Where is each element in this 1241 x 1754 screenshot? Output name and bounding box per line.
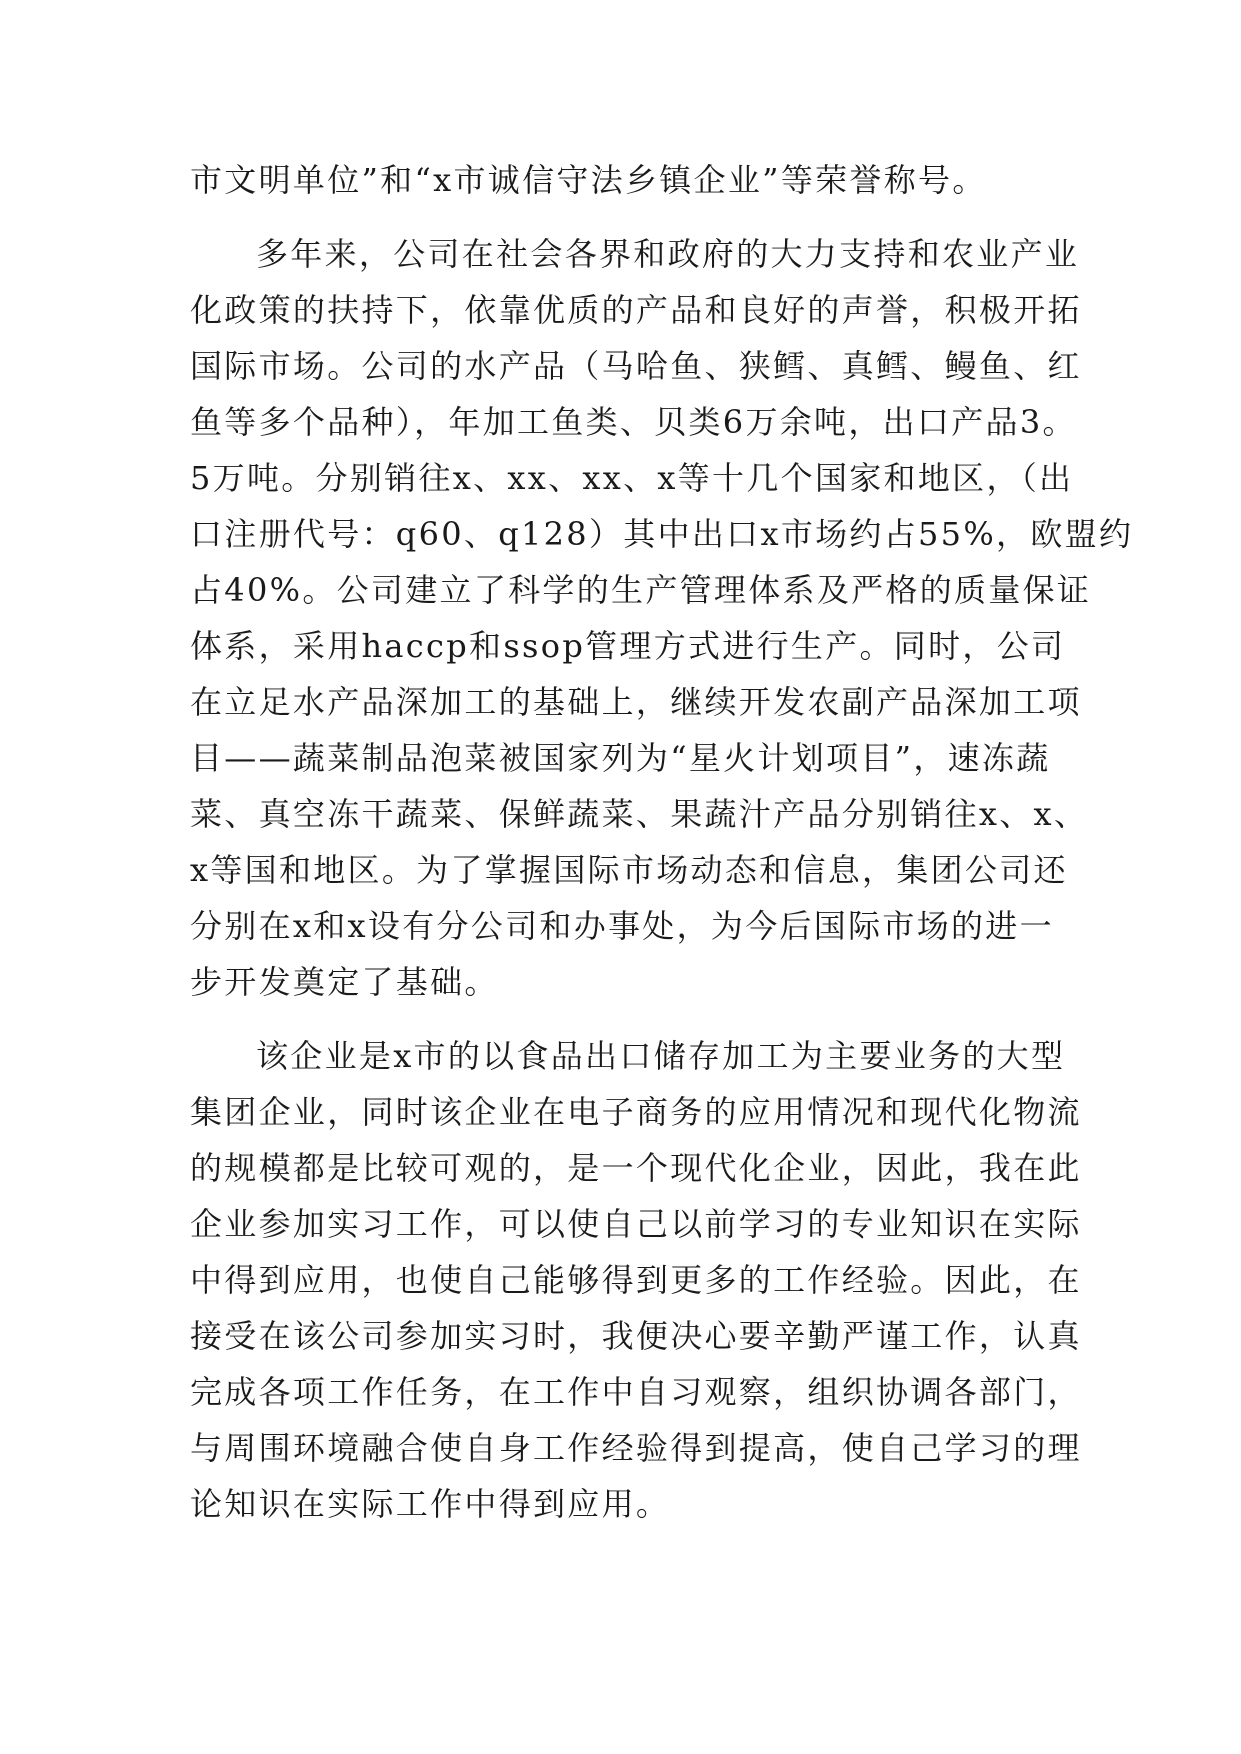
text-line: 体系，采用haccp和ssop管理方式进行生产。同时，公司 xyxy=(190,627,1066,665)
text-line: 市文明单位”和“x市诚信守法乡镇企业”等荣誉称号。 xyxy=(190,161,987,199)
text-line: 5万吨。分别销往x、xx、xx、x等十几个国家和地区，（出 xyxy=(190,459,1074,497)
text-line: 分别在x和x设有分公司和办事处，为今后国际市场的进一 xyxy=(190,907,1054,945)
text-line: 在立足水产品深加工的基础上，继续开发农副产品深加工项 xyxy=(190,683,1082,721)
text-line: 企业参加实习工作，可以使自己以前学习的专业知识在实际 xyxy=(190,1205,1082,1243)
text-line: 国际市场。公司的水产品（马哈鱼、狭鳕、真鳕、鳗鱼、红 xyxy=(190,347,1082,385)
paragraph-first-line: 多年来，公司在社会各界和政府的大力支持和农业产业 xyxy=(256,235,1080,273)
text-line: 菜、真空冻干蔬菜、保鲜蔬菜、果蔬汁产品分别销往x、x、 xyxy=(190,795,1089,833)
text-line: 中得到应用，也使自己能够得到更多的工作经验。因此，在 xyxy=(190,1261,1082,1299)
body-text xyxy=(190,152,1134,1532)
text-line: 占40%。公司建立了科学的生产管理体系及严格的质量保证 xyxy=(190,571,1092,609)
text-line: 集团企业，同时该企业在电子商务的应用情况和现代化物流 xyxy=(190,1093,1082,1131)
text-line: 完成各项工作任务，在工作中自习观察，组织协调各部门， xyxy=(190,1373,1082,1411)
text-line: x等国和地区。为了掌握国际市场动态和信息，集团公司还 xyxy=(190,851,1068,889)
text-line: 与周围环境融合使自身工作经验得到提高，使自己学习的理 xyxy=(190,1429,1082,1467)
text-line: 的规模都是比较可观的，是一个现代化企业，因此，我在此 xyxy=(190,1149,1082,1187)
text-line: 鱼等多个品种），年加工鱼类、贝类6万余吨，出口产品3。 xyxy=(190,403,1077,441)
text-line: 论知识在实际工作中得到应用。 xyxy=(190,1485,671,1523)
text-line: 口注册代号：q60、q128）其中出口x市场约占55%，欧盟约 xyxy=(190,515,1134,553)
text-line: 接受在该公司参加实习时，我便决心要辛勤严谨工作，认真 xyxy=(190,1317,1082,1355)
text-line: 步开发奠定了基础。 xyxy=(190,963,499,1001)
paragraph-first-line: 该企业是x市的以食品出口储存加工为主要业务的大型 xyxy=(256,1037,1066,1075)
text-line: 目——蔬菜制品泡菜被国家列为“星火计划项目”，速冻蔬 xyxy=(190,739,1051,777)
text-line: 化政策的扶持下，依靠优质的产品和良好的声誉，积极开拓 xyxy=(190,291,1082,329)
